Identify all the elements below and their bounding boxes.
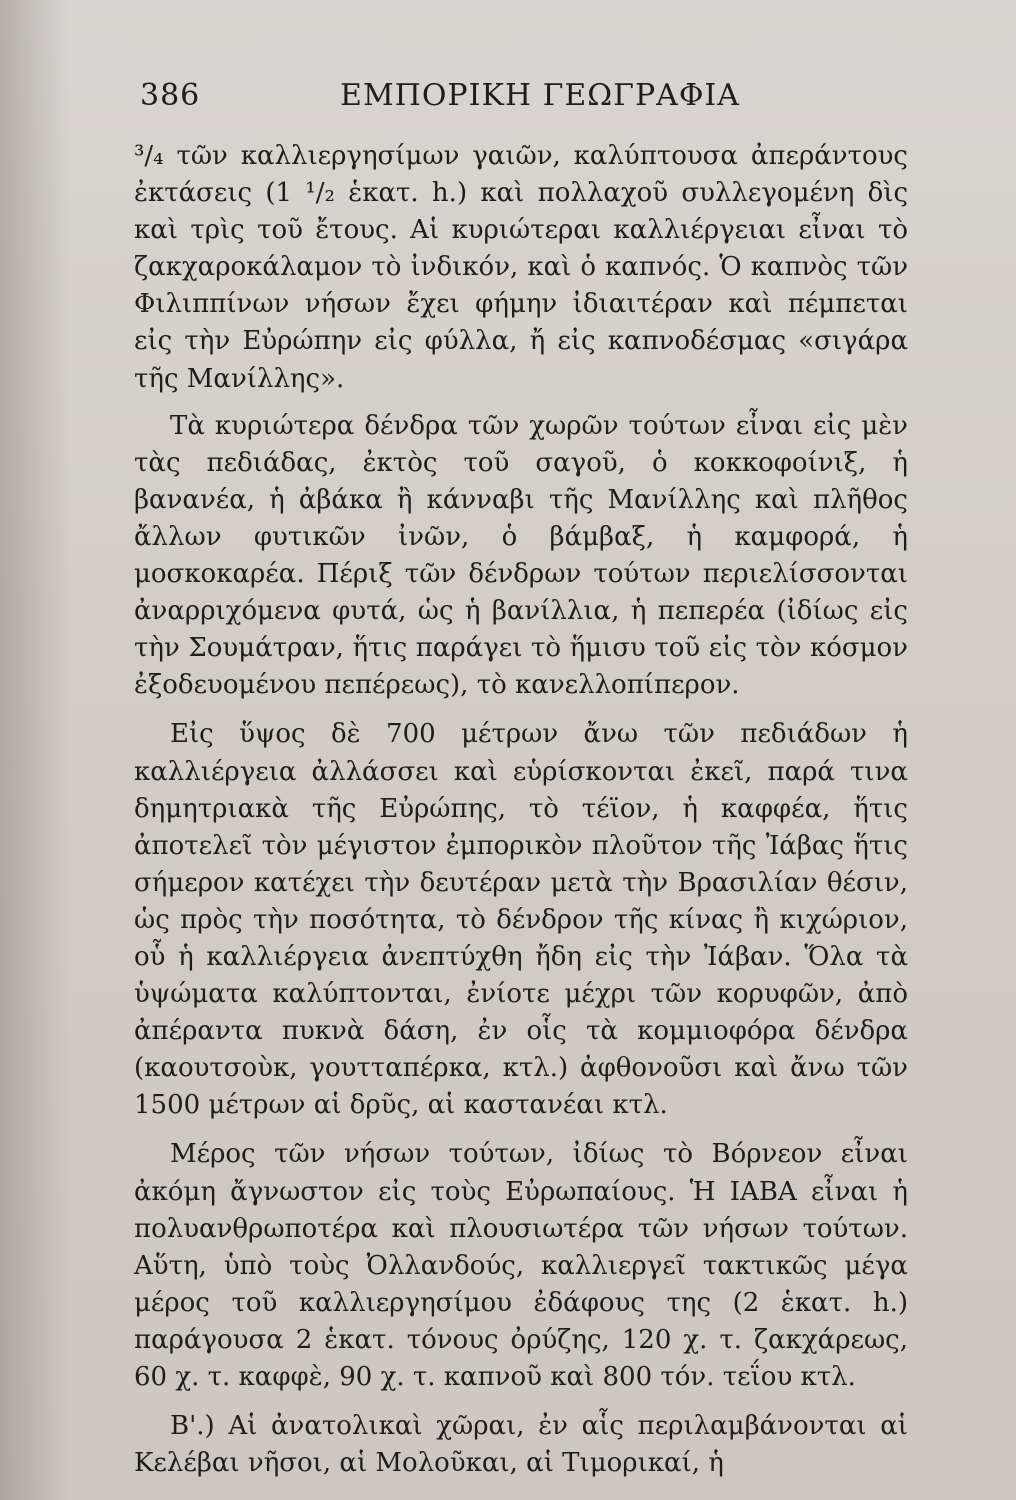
paragraph-2: Τὰ κυριώτερα δένδρα τῶν χωρῶν τούτων εἶναι εἰς μὲν τὰς πεδιάδας, ἐκτὸς τοῦ σαγοῦ, ὁ κοκκοφοίνιξ, ἡ βανανέα, ἡ ἀβάκα ἢ κάνναβι τῆς Μανίλλης καὶ πλῆθος ἄλλων φυτικῶν ἰνῶν, ὁ βάμβαξ, ἡ καμφορά, ἡ μοσκοκαρέα. Πέριξ τῶν δένδρων τούτων περιελίσσονται ἀναρριχόμενα φυτά, ὡς ἡ βανίλλια, ἡ πεπερέα (ἰδίως εἰς τὴν Σουμάτραν, ἥτις παράγει τὸ ἥμισυ τοῦ εἰς τὸν κόσμον ἐξοδευομένου πεπέρεως), τὸ κανελλοπίπερον. [134, 410, 908, 701]
body-text [134, 138, 908, 1494]
paragraph-1: ³/₄ τῶν καλλιεργησίμων γαιῶν, καλύπτουσα ἀπεράντους ἐκτάσεις (1 ¹/₂ ἑκατ. h.) καὶ πολλαχοῦ συλλεγομένη δὶς καὶ τρὶς τοῦ ἔτους. Αἱ κυριώτεραι καλλιέργειαι εἶναι τὸ ζακχαροκάλαμον τὸ ἰνδικόν, καὶ ὁ καπνός. Ὁ καπνὸς τῶν Φιλιππίνων νήσων ἔχει φήμην ἰδιαιτέραν καὶ πέμπεται εἰς τὴν Εὐρώπην εἰς φύλλα, ἤ εἰς καπνοδέσμας «σιγάρα τῆς Μανίλλης». [134, 141, 908, 394]
page-gutter-shadow [0, 0, 70, 1500]
page-header [140, 70, 910, 114]
running-title: ΕΜΠΟΡΙΚΗ ΓΕΩΓΡΑΦΙΑ [340, 78, 740, 113]
paragraph-3: Εἰς ὕψος δὲ 700 μέτρων ἄνω τῶν πεδιάδων ἡ καλλιέργεια ἀλλάσσει καὶ εὑρίσκονται ἐκεῖ, παρά τινα δημητριακὰ τῆς Εὐρώπης, τὸ τέϊον, ἡ καφφέα, ἥτις ἀποτελεῖ τὸν μέγιστον ἐμπορικὸν πλοῦτον τῆς Ἰάβας ἥτις σήμερον κατέχει τὴν δευτέραν μετὰ τὴν Βρασιλίαν θέσιν, ὡς πρὸς τὴν ποσότητα, τὸ δένδρον τῆς κίνας ἢ κιχώριον, οὗ ἡ καλλιέργεια ἀνεπτύχθη ἤδη εἰς τὴν Ἰάβαν. Ὅλα τὰ ὑψώματα καλύπτονται, ἐνίοτε μέχρι τῶν κορυφῶν, ἀπὸ ἀπέραντα πυκνὰ δάση, ἐν οἷς τὰ κομμιοφόρα δένδρα (καουτσοὺκ, γουτταπέρκα, κτλ.) ἀφθονοῦσι καὶ ἄνω τῶν 1500 μέτρων αἱ δρῦς, αἱ καστανέαι κτλ. [134, 719, 908, 1121]
paragraph-4: Μέρος τῶν νήσων τούτων, ἰδίως τὸ Βόρνεον εἶναι ἀκόμη ἄγνωστον εἰς τοὺς Εὐρωπαίους. Ἡ ΙΑΒΑ εἶναι ἡ πολυανθρωποτέρα καὶ πλουσιωτέρα τῶν νήσων τούτων. Αὕτη, ὑπὸ τοὺς Ὀλλανδούς, καλλιεργεῖ τακτικῶς μέγα μέρος τοῦ καλλιεργησίμου ἐδάφους της (2 ἑκατ. h.) παράγουσα 2 ἑκατ. τόνους ὀρύζης, 120 χ. τ. ζακχάρεως, 60 χ. τ. καφφὲ, 90 χ. τ. καπνοῦ καὶ 800 τόν. τεΐου κτλ. [134, 1139, 908, 1392]
paragraph-5: Β'.) Αἱ ἀνατολικαὶ χῶραι, ἐν αἷς περιλαμβάνονται αἱ Κελέβαι νῆσοι, αἱ Μολοῦκαι, αἱ Τιμορικαί, ἡ [134, 1411, 908, 1479]
page-number: 386 [140, 78, 201, 113]
